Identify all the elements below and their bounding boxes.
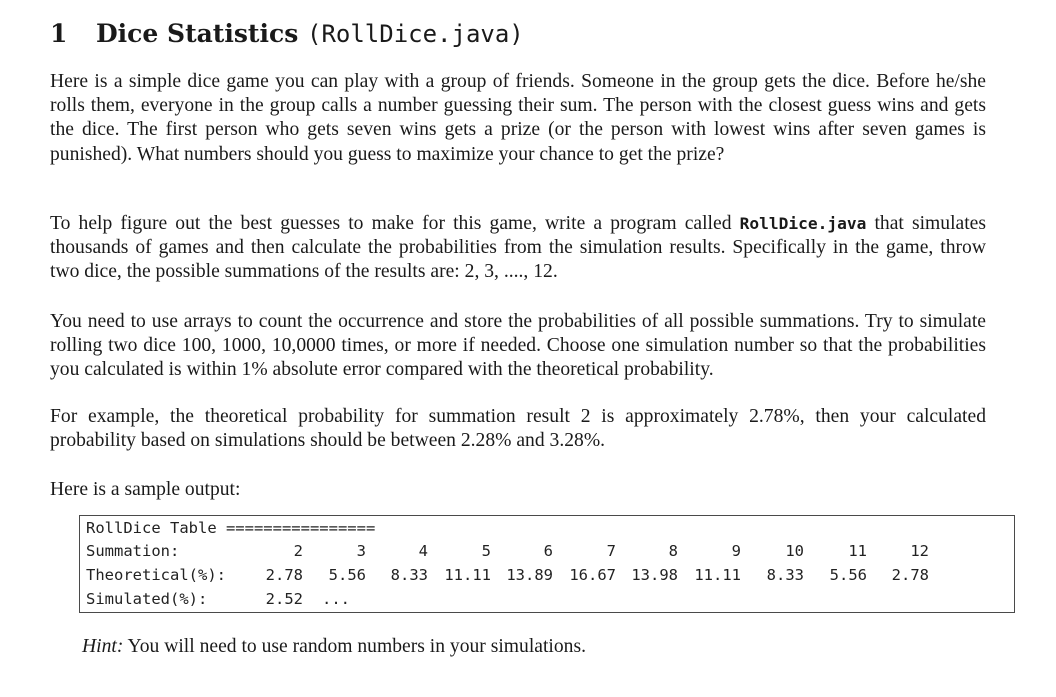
theoretical-value: 16.67 <box>569 566 616 584</box>
simulated-label: Simulated(%): <box>86 590 208 608</box>
task-paragraph <box>50 212 986 285</box>
summation-label: Summation: <box>86 542 180 560</box>
summation-value: 8 <box>668 542 678 560</box>
section-title: Dice Statistics <box>96 19 299 48</box>
filename-code: RollDice.java <box>739 214 867 233</box>
theoretical-value: 11.11 <box>694 566 741 584</box>
simulated-value: 2.52 <box>265 590 303 608</box>
theoretical-value: 8.33 <box>766 566 804 584</box>
summation-value: 9 <box>731 542 741 560</box>
theoretical-value: 5.56 <box>328 566 366 584</box>
simulated-value: ... <box>322 590 350 608</box>
section-number: 1 <box>50 19 68 48</box>
arrays-paragraph: You need to use arrays to count the occurrence and store the probabilities of all possible summations. Try to simulate rolling two dice 100, 1000, 10,0000 times, or more if needed. Choose one simulation number so that the probabilities you calculated is within 1% absolute error compared with the theoretical probability. <box>50 311 986 381</box>
hint-line <box>82 635 586 659</box>
sample-output-box <box>79 515 1015 613</box>
hint-text: You will need to use random numbers in your simulations. <box>123 636 586 657</box>
summation-value: 12 <box>910 542 929 560</box>
summation-value: 7 <box>606 542 616 560</box>
section-heading <box>50 14 524 54</box>
intro-paragraph: Here is a simple dice game you can play with a group of friends. Someone in the group gets the dice. Before he/she rolls them, everyone in the group calls a number guessing their sum. The person with the closest guess wins and gets the dice. The first person who gets seven wins gets a prize (or the person with lowest wins after seven games is punished). What numbers should you guess to maximize your chance to get the prize? <box>50 71 986 165</box>
task-text-start: To help figure out the best guesses to make for this game, write a program called <box>50 213 740 234</box>
theoretical-row <box>86 564 929 586</box>
output-header: RollDice Table ================ <box>86 519 376 537</box>
theoretical-value: 5.56 <box>829 566 867 584</box>
sample-output-label: Here is a sample output: <box>50 479 241 500</box>
summation-value: 4 <box>418 542 428 560</box>
theoretical-value: 13.89 <box>506 566 553 584</box>
theoretical-value: 2.78 <box>891 566 929 584</box>
theoretical-label: Theoretical(%): <box>86 566 226 584</box>
summation-value: 11 <box>848 542 867 560</box>
theoretical-value: 13.98 <box>631 566 678 584</box>
simulated-row <box>86 588 350 610</box>
summation-row <box>86 540 929 562</box>
summation-value: 6 <box>543 542 553 560</box>
summation-value: 5 <box>481 542 491 560</box>
task-text-end: that simulates thousands of games and then calculate the probabilities from the simulation results. Specifically in the game, throw two dice, the possible summations of the results are: 2, 3, ...., 12. <box>50 213 986 283</box>
hint-label: Hint: <box>82 636 124 657</box>
example-paragraph: For example, the theoretical probability for summation result 2 is approximately 2.78%, then your calculated probability based on simulations should be between 2.28% and 3.28%. <box>50 406 986 452</box>
theoretical-value: 2.78 <box>265 566 303 584</box>
summation-value: 2 <box>293 542 303 560</box>
summation-value: 3 <box>356 542 366 560</box>
section-code-title: (RollDice.java) <box>307 20 524 48</box>
theoretical-value: 8.33 <box>390 566 428 584</box>
summation-value: 10 <box>785 542 804 560</box>
theoretical-value: 11.11 <box>444 566 491 584</box>
